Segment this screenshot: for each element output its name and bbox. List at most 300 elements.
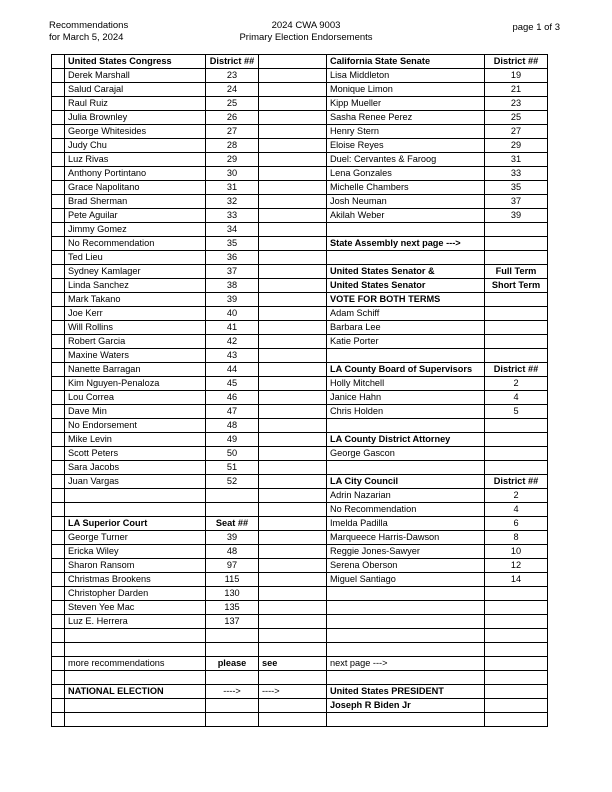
table-cell [259,209,327,223]
table-row [52,713,548,727]
table-cell [485,237,548,251]
table-cell: LA Superior Court [65,517,206,531]
table-cell [52,279,65,293]
table-cell: Miguel Santiago [327,573,485,587]
table-cell: 45 [206,377,259,391]
table-cell [259,573,327,587]
table-cell [65,699,206,713]
table-cell [259,265,327,279]
table-cell: Adam Schiff [327,307,485,321]
table-cell: 42 [206,335,259,349]
table-cell: 48 [206,545,259,559]
table-row [52,167,548,181]
table-cell [206,629,259,643]
table-cell [259,559,327,573]
table-cell: Josh Neuman [327,195,485,209]
table-row [52,69,548,83]
table-cell: United States Senator [327,279,485,293]
table-cell [259,391,327,405]
table-cell: Derek Marshall [65,69,206,83]
table-cell [52,461,65,475]
table-cell [327,713,485,727]
table-row [52,545,548,559]
table-cell: Monique Limon [327,83,485,97]
table-cell: Grace Napolitano [65,181,206,195]
table-cell [52,419,65,433]
table-cell: more recommendations [65,657,206,671]
table-cell: Eloise Reyes [327,139,485,153]
table-cell [259,531,327,545]
table-cell: 23 [485,97,548,111]
table-cell: Holly Mitchell [327,377,485,391]
table-cell [259,363,327,377]
table-cell: 29 [485,139,548,153]
table-cell: Full Term [485,265,548,279]
table-cell [65,489,206,503]
table-cell [259,111,327,125]
table-cell: 46 [206,391,259,405]
table-cell: 39 [206,293,259,307]
table-cell [259,349,327,363]
table-row [52,489,548,503]
table-cell: next page ---> [327,657,485,671]
table-row [52,139,548,153]
table-cell: Barbara Lee [327,321,485,335]
table-cell [52,321,65,335]
table-cell [52,517,65,531]
table-cell [52,531,65,545]
table-cell: LA County District Attorney [327,433,485,447]
table-cell: 31 [485,153,548,167]
table-cell: 40 [206,307,259,321]
table-cell: 25 [206,97,259,111]
table-cell: 33 [206,209,259,223]
table-cell: Janice Hahn [327,391,485,405]
header-date: for March 5, 2024 [49,32,124,43]
table-cell: Raul Ruiz [65,97,206,111]
table-row [52,209,548,223]
table-cell [52,699,65,713]
table-cell [259,195,327,209]
table-cell [259,97,327,111]
table-cell: 115 [206,573,259,587]
table-cell: Duel: Cervantes & Faroog [327,153,485,167]
table-cell: Maxine Waters [65,349,206,363]
table-cell [52,391,65,405]
table-cell [259,699,327,713]
header-doc-title: Primary Election Endorsements [239,32,373,43]
table-cell [485,587,548,601]
table-cell: 27 [206,125,259,139]
table-row [52,279,548,293]
table-cell: Michelle Chambers [327,181,485,195]
table-cell: 39 [485,209,548,223]
table-cell [485,685,548,699]
table-cell: 25 [485,111,548,125]
table-cell: Seat ## [206,517,259,531]
table-cell: 47 [206,405,259,419]
table-cell: 2 [485,489,548,503]
table-cell [259,489,327,503]
table-cell [52,713,65,727]
table-cell: Nanette Barragan [65,363,206,377]
table-cell: United States Senator & [327,265,485,279]
table-cell [259,55,327,69]
table-cell [52,251,65,265]
table-cell: 24 [206,83,259,97]
table-cell: 33 [485,167,548,181]
table-cell: Chris Holden [327,405,485,419]
table-cell [327,671,485,685]
table-cell [327,601,485,615]
table-row [52,447,548,461]
table-row [52,433,548,447]
table-cell [485,251,548,265]
table-cell: 35 [206,237,259,251]
table-row [52,251,548,265]
table-cell [259,587,327,601]
table-row [52,349,548,363]
table-cell: No Recommendation [327,503,485,517]
table-cell: LA County Board of Supervisors [327,363,485,377]
table-cell [259,447,327,461]
table-cell: 10 [485,545,548,559]
table-cell: District ## [485,475,548,489]
table-cell: 8 [485,531,548,545]
table-row [52,419,548,433]
table-cell: VOTE FOR BOTH TERMS [327,293,485,307]
table-cell [259,433,327,447]
table-cell: Adrin Nazarian [327,489,485,503]
table-cell [259,545,327,559]
table-cell: 30 [206,167,259,181]
table-cell: District ## [485,363,548,377]
table-cell [65,671,206,685]
table-cell [52,643,65,657]
table-cell [259,167,327,181]
table-cell [52,601,65,615]
table-cell [259,125,327,139]
table-cell: Katie Porter [327,335,485,349]
table-cell [327,223,485,237]
table-cell: ----> [259,685,327,699]
table-cell [485,657,548,671]
table-cell: Imelda Padilla [327,517,485,531]
table-row [52,587,548,601]
table-cell: George Turner [65,531,206,545]
table-row [52,503,548,517]
table-cell: 43 [206,349,259,363]
table-cell: 6 [485,517,548,531]
table-cell [485,671,548,685]
table-cell: 31 [206,181,259,195]
table-cell [206,503,259,517]
table-cell [259,139,327,153]
table-cell [52,125,65,139]
table-cell [485,461,548,475]
table-cell: please [206,657,259,671]
table-cell [52,69,65,83]
table-cell: Brad Sherman [65,195,206,209]
table-cell: Christmas Brookens [65,573,206,587]
table-cell [485,447,548,461]
table-cell [259,83,327,97]
table-row [52,153,548,167]
table-cell [259,713,327,727]
table-cell: Linda Sanchez [65,279,206,293]
table-cell [259,629,327,643]
table-row [52,265,548,279]
table-cell [485,433,548,447]
table-cell [52,363,65,377]
table-cell [52,685,65,699]
table-cell [259,503,327,517]
table-cell: 27 [485,125,548,139]
table-cell: California State Senate [327,55,485,69]
table-cell: Will Rollins [65,321,206,335]
table-cell [485,223,548,237]
table-cell [485,615,548,629]
table-cell: 2 [485,377,548,391]
table-cell: Joseph R Biden Jr [327,699,485,713]
table-cell [206,671,259,685]
table-cell: Juan Vargas [65,475,206,489]
table-cell [485,601,548,615]
table-cell [206,713,259,727]
table-row [52,685,548,699]
table-cell: Judy Chu [65,139,206,153]
table-cell [259,237,327,251]
table-cell [52,377,65,391]
table-cell [52,293,65,307]
table-cell [259,615,327,629]
table-cell [259,181,327,195]
table-cell [52,335,65,349]
table-cell [327,587,485,601]
table-cell: 41 [206,321,259,335]
table-row [52,335,548,349]
table-cell [52,237,65,251]
table-cell: Anthony Portintano [65,167,206,181]
table-cell: 21 [485,83,548,97]
table-cell [206,699,259,713]
table-cell: Lisa Middleton [327,69,485,83]
table-cell: District ## [206,55,259,69]
table-cell: 36 [206,251,259,265]
table-cell [52,475,65,489]
table-cell: No Recommendation [65,237,206,251]
table-cell: No Endorsement [65,419,206,433]
table-row [52,321,548,335]
table-cell [52,139,65,153]
table-row [52,531,548,545]
table-cell [52,657,65,671]
table-cell: 23 [206,69,259,83]
table-cell: Marqueece Harris-Dawson [327,531,485,545]
table-cell: 29 [206,153,259,167]
table-cell: 4 [485,503,548,517]
table-cell: 49 [206,433,259,447]
table-cell [259,307,327,321]
table-cell: 37 [206,265,259,279]
table-cell: State Assembly next page ---> [327,237,485,251]
table-row [52,307,548,321]
table-cell [327,615,485,629]
table-cell: United States PRESIDENT [327,685,485,699]
table-cell [52,671,65,685]
table-cell: LA City Council [327,475,485,489]
table-cell: 4 [485,391,548,405]
table-cell: Kipp Mueller [327,97,485,111]
table-row [52,629,548,643]
table-cell: 97 [206,559,259,573]
table-row [52,657,548,671]
table-cell [259,321,327,335]
table-row [52,615,548,629]
table-row [52,405,548,419]
table-cell [327,643,485,657]
table-row [52,475,548,489]
table-row [52,181,548,195]
table-row [52,573,548,587]
table-cell: Lena Gonzales [327,167,485,181]
table-cell [65,643,206,657]
table-cell [52,573,65,587]
table-cell [485,713,548,727]
table-cell [52,111,65,125]
table-cell [52,97,65,111]
table-cell [485,419,548,433]
table-row [52,125,548,139]
page-number: page 1 of 3 [512,22,560,33]
table-row [52,517,548,531]
table-row [52,97,548,111]
table-cell [327,349,485,363]
table-cell [206,489,259,503]
table-cell [485,307,548,321]
table-cell: see [259,657,327,671]
table-cell: Ted Lieu [65,251,206,265]
table-cell: 14 [485,573,548,587]
table-cell [52,209,65,223]
table-cell [52,195,65,209]
table-cell [52,307,65,321]
table-cell: Mike Levin [65,433,206,447]
table-cell: 12 [485,559,548,573]
table-cell: Sara Jacobs [65,461,206,475]
table-cell: Serena Oberson [327,559,485,573]
table-cell [52,83,65,97]
table-cell [52,629,65,643]
table-cell [485,643,548,657]
table-cell [52,587,65,601]
table-row [52,237,548,251]
table-row [52,671,548,685]
table-cell [485,629,548,643]
table-cell: George Gascon [327,447,485,461]
table-cell: Mark Takano [65,293,206,307]
table-cell [206,643,259,657]
table-row [52,461,548,475]
table-cell: NATIONAL ELECTION [65,685,206,699]
table-cell [327,461,485,475]
table-cell [259,517,327,531]
table-cell [259,153,327,167]
table-row [52,391,548,405]
table-cell [485,349,548,363]
table-cell [259,251,327,265]
table-cell: 19 [485,69,548,83]
table-cell: Julia Brownley [65,111,206,125]
table-cell [259,601,327,615]
table-cell [65,629,206,643]
table-cell [52,167,65,181]
table-row [52,55,548,69]
table-cell [65,713,206,727]
table-cell [52,181,65,195]
table-cell: Reggie Jones-Sawyer [327,545,485,559]
table-cell: Luz Rivas [65,153,206,167]
table-cell: Ericka Wiley [65,545,206,559]
table-cell [52,265,65,279]
table-cell: 32 [206,195,259,209]
table-cell [259,293,327,307]
table-cell: District ## [485,55,548,69]
table-cell [52,349,65,363]
table-cell [485,699,548,713]
table-cell: Sydney Kamlager [65,265,206,279]
table-cell [52,503,65,517]
table-cell [327,419,485,433]
table-cell: 35 [485,181,548,195]
table-cell: 48 [206,419,259,433]
table-cell [259,377,327,391]
table-cell: Dave Min [65,405,206,419]
table-cell [259,335,327,349]
table-cell: 38 [206,279,259,293]
table-row [52,111,548,125]
table-cell: Jimmy Gomez [65,223,206,237]
table-cell [485,335,548,349]
table-row [52,559,548,573]
table-cell [52,559,65,573]
table-cell [52,153,65,167]
table-cell [52,545,65,559]
table-cell: 37 [485,195,548,209]
table-cell: Kim Nguyen-Penaloza [65,377,206,391]
table-cell: 52 [206,475,259,489]
table-cell [52,615,65,629]
table-cell: Sharon Ransom [65,559,206,573]
table-cell: Joe Kerr [65,307,206,321]
table-cell [259,279,327,293]
table-row [52,223,548,237]
table-row [52,643,548,657]
table-cell [52,433,65,447]
table-cell [259,461,327,475]
table-cell: Scott Peters [65,447,206,461]
table-cell: Short Term [485,279,548,293]
table-cell [259,69,327,83]
table-row [52,293,548,307]
table-row [52,601,548,615]
table-cell: 130 [206,587,259,601]
table-cell: George Whitesides [65,125,206,139]
table-cell [52,223,65,237]
table-cell [52,489,65,503]
table-body [52,55,548,727]
table-cell: Lou Correa [65,391,206,405]
